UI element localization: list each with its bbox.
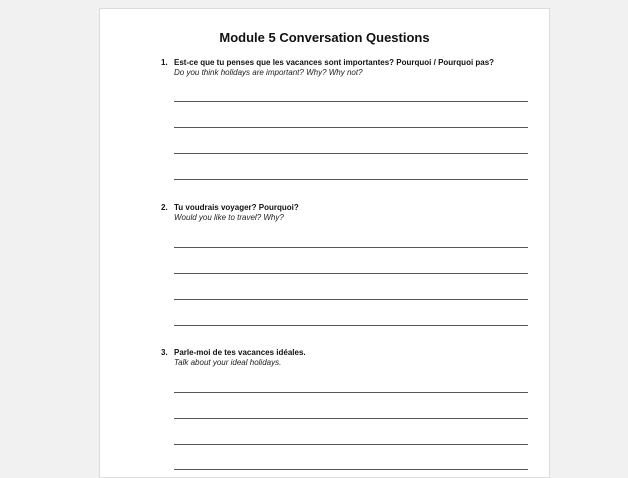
question-english: Would you like to travel? Why? bbox=[174, 213, 284, 222]
answer-line[interactable] bbox=[174, 444, 528, 445]
question-english: Do you think holidays are important? Why? Why not? bbox=[174, 68, 363, 77]
question-french: Parle-moi de tes vacances idéales. bbox=[174, 348, 306, 357]
answer-line[interactable] bbox=[174, 127, 528, 128]
answer-line[interactable] bbox=[174, 325, 528, 326]
answer-line[interactable] bbox=[174, 418, 528, 419]
question-number: 2. bbox=[161, 203, 168, 212]
question-english: Talk about your ideal holidays. bbox=[174, 358, 282, 367]
answer-line[interactable] bbox=[174, 273, 528, 274]
question-french: Tu voudrais voyager? Pourquoi? bbox=[174, 203, 299, 212]
answer-line[interactable] bbox=[174, 179, 528, 180]
answer-line[interactable] bbox=[174, 299, 528, 300]
question-number: 1. bbox=[161, 58, 168, 67]
answer-line[interactable] bbox=[174, 101, 528, 102]
answer-line[interactable] bbox=[174, 247, 528, 248]
question-number: 3. bbox=[161, 348, 168, 357]
page-title: Module 5 Conversation Questions bbox=[219, 30, 430, 45]
worksheet-page bbox=[99, 8, 550, 478]
answer-line[interactable] bbox=[174, 469, 528, 470]
answer-line[interactable] bbox=[174, 153, 528, 154]
answer-line[interactable] bbox=[174, 392, 528, 393]
question-french: Est-ce que tu penses que les vacances sont importantes? Pourquoi / Pourquoi pas? bbox=[174, 58, 495, 67]
